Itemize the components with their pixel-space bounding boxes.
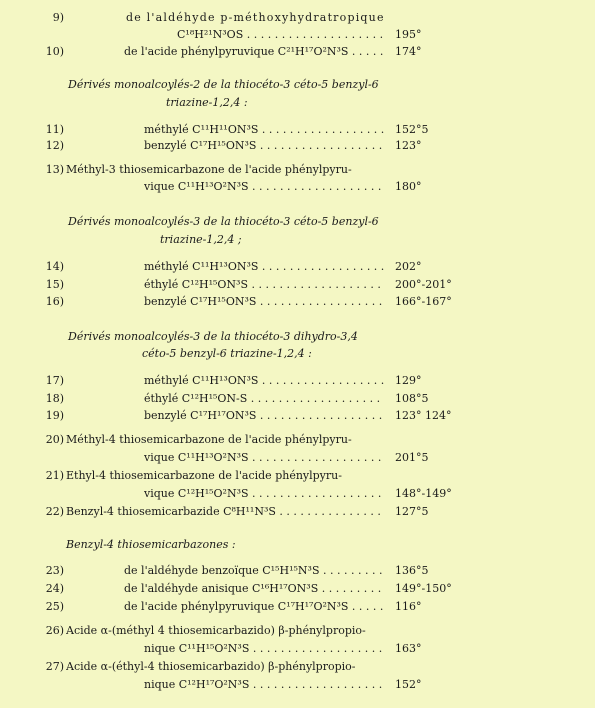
list-item (0, 276, 595, 294)
entry-text: Acide α-(éthyl-4 thiosemicarbazido) β-phénylpropio- (66, 660, 356, 673)
list-item-continuation (0, 449, 595, 467)
section-heading: Dérivés monoalcoylés-3 de la thiocéto-3 céto-5 benzyl-6 (68, 215, 379, 228)
entry-value: 116° (395, 600, 422, 613)
section-heading-cont: triazine-1,2,4 ; (160, 233, 242, 246)
list-item-continuation (0, 178, 595, 196)
entry-text: méthylé C¹¹H¹³ON³S . . . (144, 258, 384, 276)
entry-formula: nique C¹²H¹⁷O²N³S . . . (144, 676, 384, 694)
section-heading: Dérivés monoalcoylés-3 de la thiocéto-3 dihydro-3,4 (68, 330, 358, 343)
list-item-continuation (0, 26, 595, 44)
list-item-continuation (0, 485, 595, 503)
entry-number: 27) (45, 660, 64, 673)
entry-number: 16) (45, 295, 64, 308)
entry-formula: vique C¹²H¹⁵O²N³S . . . (144, 485, 384, 503)
entry-value: 108°5 (395, 392, 429, 405)
section-heading: Benzyl-4 thiosemicarbazones : (66, 538, 236, 551)
entry-formula: vique C¹¹H¹³O²N³S . . . (144, 449, 384, 467)
section-heading-cont: céto-5 benzyl-6 triazine-1,2,4 : (142, 347, 312, 360)
section-heading-cont: triazine-1,2,4 : (166, 96, 248, 109)
list-item (0, 622, 595, 640)
list-item (0, 503, 595, 521)
list-item (0, 407, 595, 425)
entry-value: 195° (395, 28, 422, 41)
list-item (0, 372, 595, 390)
entry-number: 14) (45, 260, 64, 273)
entry-formula: vique C¹¹H¹³O²N³S . . . (144, 178, 384, 196)
entry-value: 129° (395, 374, 422, 387)
entry-number: 26) (45, 624, 64, 637)
entry-value: 127°5 (395, 505, 429, 518)
list-item (0, 161, 595, 179)
entry-number: 10) (45, 45, 64, 58)
list-item (0, 431, 595, 449)
entry-value: 123° 124° (395, 409, 452, 422)
entry-formula: nique C¹¹H¹⁵O²N³S . . . (144, 640, 384, 658)
list-item (0, 658, 595, 676)
entry-text: de l'aldéhyde anisique C¹⁶H¹⁷ON³S . . . (124, 580, 384, 598)
entry-number: 25) (45, 600, 64, 613)
entry-value: 123° (395, 139, 422, 152)
entry-number: 11) (45, 123, 64, 136)
entry-value: 180° (395, 180, 422, 193)
list-item (0, 390, 595, 408)
entry-value: 200°-201° (395, 278, 452, 291)
entry-value: 202° (395, 260, 422, 273)
entry-text: de l'aldéhyde benzoïque C¹⁵H¹⁵N³S . . . (124, 562, 384, 580)
entry-value: 152°5 (395, 123, 429, 136)
entry-text: benzylé C¹⁷H¹⁵ON³S . . . (144, 293, 384, 311)
entry-text: méthylé C¹¹H¹³ON³S . . . (144, 372, 384, 390)
entry-value: 148°-149° (395, 487, 452, 500)
list-item (0, 562, 595, 580)
entry-text: éthylé C¹²H¹⁵ON-S . . . (144, 390, 384, 408)
list-item (0, 43, 595, 61)
entry-text: Benzyl-4 thiosemicarbazide C⁸H¹¹N³S . . . (66, 503, 384, 521)
entry-text: de l'acide phénylpyruvique C¹⁷H¹⁷O²N³S . . . (124, 598, 384, 616)
entry-text: éthylé C¹²H¹⁵ON³S . . . (144, 276, 384, 294)
entry-text: Méthyl-3 thiosemicarbazone de l'acide phénylpyru- (66, 163, 352, 176)
list-item-continuation (0, 676, 595, 694)
entry-text: de l'aldéhyde p-méthoxyhydratropique (126, 11, 385, 24)
entry-number: 12) (45, 139, 64, 152)
entry-number: 21) (45, 469, 64, 482)
entry-number: 18) (45, 392, 64, 405)
entry-text: benzylé C¹⁷H¹⁷ON³S . . . (144, 407, 384, 425)
list-item (0, 598, 595, 616)
entry-value: 201°5 (395, 451, 429, 464)
entry-number: 17) (45, 374, 64, 387)
entry-number: 9) (52, 11, 64, 24)
entry-number: 24) (45, 582, 64, 595)
list-item (0, 293, 595, 311)
entry-value: 136°5 (395, 564, 429, 577)
entry-text: de l'acide phénylpyruvique C²¹H¹⁷O²N³S . . . (124, 43, 384, 61)
entry-text: Acide α-(méthyl 4 thiosemicarbazido) β-phénylpropio- (66, 624, 366, 637)
entry-text: méthylé C¹¹H¹¹ON³S . . . (144, 121, 384, 139)
entry-formula: C¹⁸H²¹N³OS . . . (177, 26, 384, 44)
entry-number: 13) (45, 163, 64, 176)
entry-number: 22) (45, 505, 64, 518)
entry-value: 174° (395, 45, 422, 58)
section-heading: Dérivés monoalcoylés-2 de la thiocéto-3 céto-5 benzyl-6 (68, 78, 379, 91)
entry-text: benzylé C¹⁷H¹⁵ON³S . . . (144, 137, 384, 155)
entry-number: 23) (45, 564, 64, 577)
entry-number: 19) (45, 409, 64, 422)
list-item (0, 580, 595, 598)
list-item (0, 467, 595, 485)
list-item (0, 258, 595, 276)
list-item-continuation (0, 640, 595, 658)
entry-text: Ethyl-4 thiosemicarbazone de l'acide phénylpyru- (66, 469, 342, 482)
entry-text: Méthyl-4 thiosemicarbazone de l'acide phénylpyru- (66, 433, 352, 446)
entry-value: 152° (395, 678, 422, 691)
list-item (0, 137, 595, 155)
entry-number: 15) (45, 278, 64, 291)
entry-value: 149°-150° (395, 582, 452, 595)
entry-value: 163° (395, 642, 422, 655)
entry-number: 20) (45, 433, 64, 446)
list-item (0, 9, 595, 27)
entry-value: 166°-167° (395, 295, 452, 308)
